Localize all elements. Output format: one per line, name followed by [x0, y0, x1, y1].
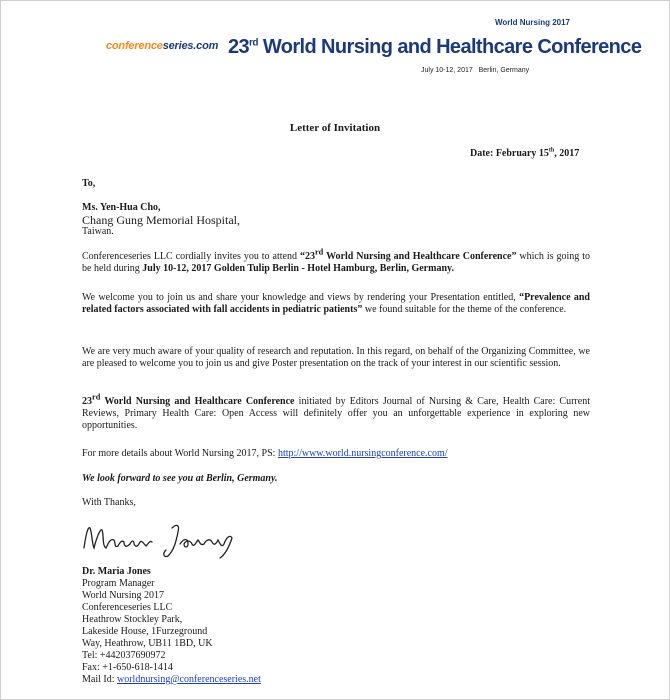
sender-mail — [82, 674, 590, 686]
sender-event: World Nursing 2017 — [82, 590, 164, 601]
mail-label: Mail Id: — [82, 674, 117, 685]
email-link[interactable]: worldnursing@conferenceseries.net — [117, 674, 261, 685]
p1-text-b: “23 — [299, 251, 315, 262]
conferenceseries-logo — [106, 40, 218, 52]
closing-line: We look forward to see you at Berlin, Germany. — [82, 473, 278, 484]
p4-text-b: World Nursing and Healthcare Conference — [100, 396, 295, 407]
p2-text-c: we found suitable for the theme of the conference. — [362, 304, 567, 315]
p1-text-e: July 10-12, 2017 Golden Tulip Berlin - Hotel Hamburg, Berlin, Germany. — [142, 263, 454, 274]
recipient-country: Taiwan. — [82, 226, 114, 237]
p4-text-a: 23 — [82, 396, 92, 407]
paragraph-presentation — [82, 292, 590, 316]
sender-address-2: Lakeside House, 1Furzeground — [82, 626, 208, 637]
paragraph-invitation — [82, 247, 590, 275]
p1-text-d: which is going to be held during — [82, 251, 590, 274]
date-year: , 2017 — [554, 148, 580, 159]
paragraph-details — [82, 448, 590, 460]
p1-text-c: World Nursing and Healthcare Conference” — [323, 251, 517, 262]
sender-title: Program Manager — [82, 578, 155, 589]
sender-name: Dr. Maria Jones — [82, 566, 151, 577]
p1-sup: rd — [314, 247, 324, 257]
letter-date — [470, 148, 579, 159]
p1-text-a: Conferenceseries LLC cordially invites you to attend — [82, 251, 300, 262]
p2-presentation-title: “Prevalence and related factors associated with fall accidents in pediatric patients” — [82, 292, 590, 315]
date-label: Date: February 15 — [470, 148, 549, 159]
paragraph-reputation: We are very much aware of your quality of research and reputation. In this regard, on behalf of the Organizing Committee, we are pleased to welcome you to join us and give Poster presentation on the track of your interest in our scientific session. — [82, 346, 590, 369]
recipient-hospital: Chang Gung Memorial Hospital, — [82, 213, 240, 227]
signature-image — [80, 514, 240, 560]
p2-text-a: We welcome you to join us and share your knowledge and views by rendering your Presentation entitled, — [82, 292, 520, 303]
sender-tel: Tel: +442037690972 — [82, 650, 166, 661]
p4-text-c: initiated by Editors Journal of Nursing & Care, Health Care: Current Reviews, Primary Health Care: Open Access will definitely offer you an unforgettable experience in exploring new opportunities. — [82, 396, 590, 431]
website-link[interactable]: http://www.world.nursingconference.com/ — [277, 448, 448, 459]
p5-text-a: For more details about World Nursing 2017, PS: — [82, 448, 278, 459]
p4-sup: rd — [92, 392, 101, 402]
sender-block — [82, 566, 590, 686]
conference-title-text: World Nursing and Healthcare Conference — [257, 36, 642, 58]
paragraph-journals — [82, 392, 590, 432]
recipient-address — [82, 202, 590, 238]
conference-suffix: rd — [249, 37, 258, 49]
letter-title: Letter of Invitation — [289, 122, 381, 134]
sender-address-1: Heathrow Stockley Park, — [82, 614, 183, 625]
logo-text-1: conference — [106, 40, 163, 52]
conference-date-place: July 10-12, 2017 Berlin, Germany — [421, 67, 530, 74]
logo-text-2: series.com — [162, 40, 219, 52]
sender-address-3: Way, Heathrow, UB11 1BD, UK — [82, 638, 213, 649]
sender-fax: Fax: +1-650-618-1414 — [82, 662, 173, 673]
sender-company: Conferenceseries LLC — [82, 602, 173, 613]
date-suffix: th — [548, 147, 555, 154]
conference-title — [228, 36, 641, 59]
salutation: To, — [82, 178, 96, 189]
conference-number: 23 — [228, 36, 250, 58]
recipient-name: Ms. Yen-Hua Cho, — [82, 202, 161, 213]
header-event-name: World Nursing 2017 — [495, 18, 570, 27]
thanks-line: With Thanks, — [82, 497, 136, 508]
